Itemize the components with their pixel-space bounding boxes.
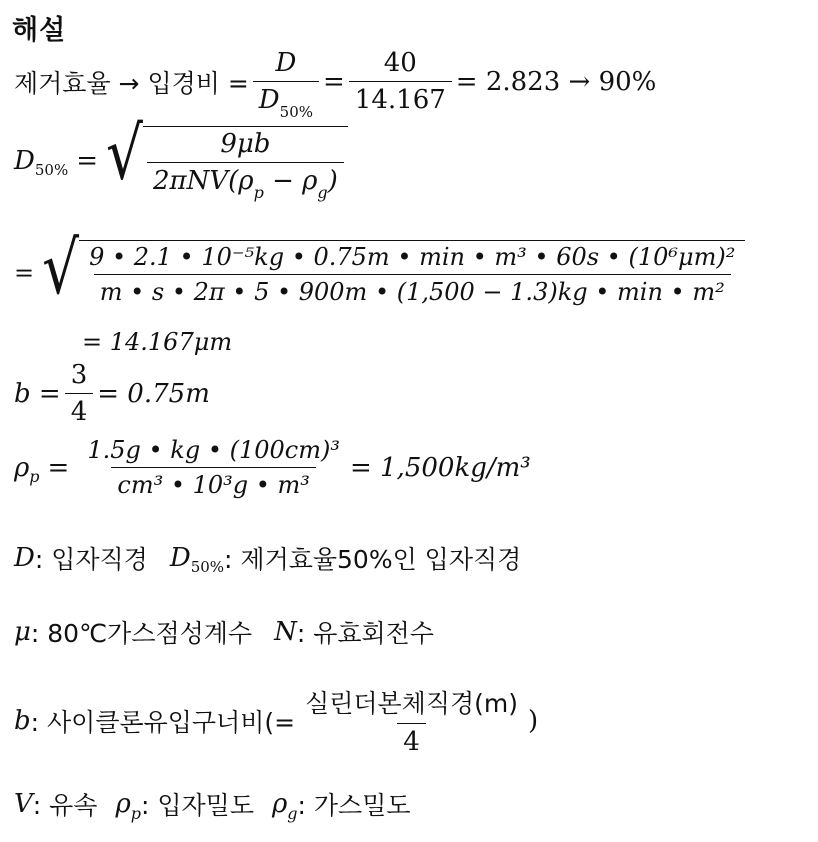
d50-lhs-sub: 50% [34,161,69,179]
rho-p-eq: = [47,452,70,483]
definition-line-1 [14,540,521,576]
b-numerator: 3 [70,360,88,390]
def-b-fraction [299,684,524,757]
definition-line-3 [14,684,538,757]
def-b-symbol: b [14,705,31,736]
def-mu-text: : 80℃가스점성계수 [30,619,253,648]
def-b-denominator: 4 [397,723,426,757]
def-v-text: : 유속 [32,791,98,820]
calc-eq: = [14,259,35,287]
ratio-eq: = [323,66,345,97]
calc-result-line [82,328,232,356]
d50-eq: = [76,146,98,176]
ratio-prefix: 제거효율 → 입경비 = [14,68,249,98]
rho-p-denominator: cm³ • 10³g • m³ [111,467,316,499]
sqrt-sign-icon: √ [106,111,143,196]
ratio-value-denominator: 14.167 [349,81,452,115]
ratio-result: = 2.823 → 90% [455,66,657,97]
d50-numerator: 9μb [220,129,271,159]
calc-numerator: 9 • 2.1 • 10⁻⁵kg • 0.75m • min • m³ • 60s • (10⁶μm)² [89,243,736,271]
d50-denominator: $2\pi NV(\rho_p - \rho_g)$ [147,162,344,196]
rho-p-formula-line [14,436,531,499]
def-b-close: ) [528,705,539,736]
rho-p-fraction [81,436,346,499]
def-d-symbol: D [14,543,35,573]
def-rho-g-symbol: ρ [271,789,288,819]
ratio-value-fraction [349,48,452,115]
efficiency-ratio-line [14,48,657,121]
def-rho-p-text: : 입자밀도 [141,791,254,820]
b-fraction [65,360,94,427]
b-lhs: b = [14,378,61,409]
ratio-denominator-sub: 50% [279,103,313,121]
definition-line-4 [14,786,411,822]
calc-sqrt [42,225,745,311]
def-b-numerator: 실린더본체직경(m) [305,689,518,718]
calc-result: = 14.167μm [82,328,233,356]
def-n-symbol: N [274,617,297,647]
d50-fraction [147,129,344,202]
def-mu-symbol: μ [14,617,31,647]
def-v-symbol: V [14,789,33,819]
ratio-value-numerator: 40 [383,48,417,78]
b-denominator: 4 [65,393,94,427]
def-rho-p-symbol: ρ [115,789,131,819]
calc-denominator: m • s • 2π • 5 • 900m • (1,500 − 1.3)kg • min • m² [94,274,731,306]
d50-lhs: D [14,146,35,176]
b-formula-line [14,360,210,427]
ratio-denominator: D [258,85,280,115]
def-d50-sub: 50% [190,558,225,576]
rho-p-lhs: ρ [14,452,30,483]
def-rho-p-sub: p [130,803,141,823]
rho-p-lhs-sub: p [29,467,40,486]
d50-calculation-line [14,225,745,311]
d50-formula-line [14,111,348,202]
def-rho-g-sub: g [287,803,298,823]
rho-p-numerator: 1.5g • kg • (100cm)³ [87,436,340,464]
solution-heading: 해설 [12,15,67,46]
sqrt-sign-icon-2: √ [42,225,80,311]
def-b-text: : 사이클론유입구너비(= [30,707,296,737]
ratio-fraction [253,48,319,121]
def-d50-text: : 제거효율50%인 입자직경 [224,545,522,574]
def-d50-symbol: D [169,543,191,573]
def-n-text: : 유효회전수 [296,619,434,648]
rho-p-result: = 1,500kg/m³ [349,452,531,483]
calc-fraction [83,243,741,306]
definition-line-2 [14,614,434,650]
ratio-numerator: D [275,48,297,78]
def-rho-g-text: : 가스밀도 [297,791,411,820]
b-result: = 0.75m [97,378,210,409]
def-d-text: : 입자직경 [34,545,148,574]
